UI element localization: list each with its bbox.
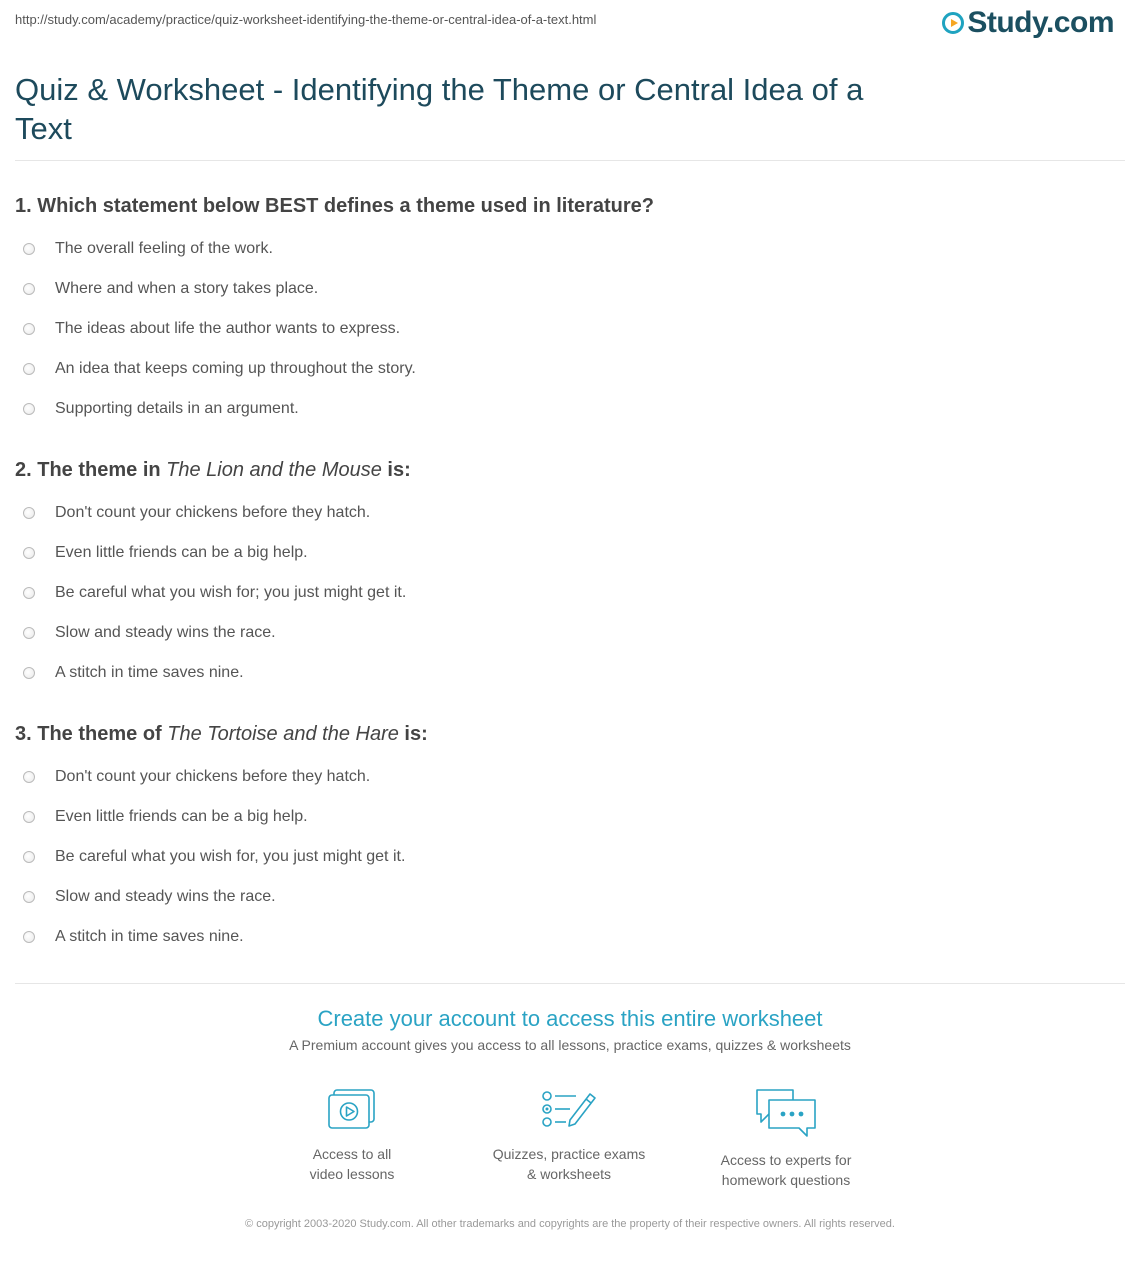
radio-button[interactable] [23,851,35,863]
answer-label: An idea that keeps coming up throughout the story. [55,360,416,377]
answer-label: Where and when a story takes place. [55,280,319,297]
create-account-link[interactable]: Create your account to access this entire worksheet [317,1006,823,1031]
radio-button[interactable] [23,811,35,823]
copyright-notice: © copyright 2003-2020 Study.com. All other trademarks and copyrights are the property of their respective owners. All rights reserved. [245,1218,895,1230]
answer-label: Don't count your chickens before they hatch. [55,768,371,785]
answer-label: Be careful what you wish for, you just might get it. [55,848,406,865]
radio-button[interactable] [23,243,35,255]
expert-chat-icon [753,1088,819,1140]
question-2-text: 2. The theme in The Lion and the Mouse is: [15,459,411,481]
answer-option[interactable] [15,269,1115,309]
answer-label: Even little friends can be a big help. [55,544,308,561]
radio-button[interactable] [23,507,35,519]
radio-button[interactable] [23,931,35,943]
radio-button[interactable] [23,363,35,375]
question-3 [15,719,1115,957]
quiz-checklist-icon [540,1088,598,1134]
premium-description: A Premium account gives you access to all lessons, practice exams, quizzes & worksheets [289,1037,851,1053]
question-1 [15,191,1115,429]
questions-divider [15,983,1125,984]
answer-option[interactable] [15,493,1115,533]
answer-option[interactable] [15,837,1115,877]
study-logo[interactable] [942,6,1114,40]
answer-label: Slow and steady wins the race. [55,624,276,641]
radio-button[interactable] [23,323,35,335]
question-2 [15,455,1115,693]
question-3-options [15,757,1115,957]
feature-label: Quizzes, practice exams & worksheets [492,1146,646,1182]
radio-button[interactable] [23,283,35,295]
page-title: Quiz & Worksheet - Identifying the Theme or Central Idea of a Text [15,72,864,146]
feature-experts [686,1088,886,1190]
answer-label: Be careful what you wish for; you just might get it. [55,584,407,601]
radio-button[interactable] [23,667,35,679]
feature-video-lessons [252,1088,452,1184]
answer-label: Slow and steady wins the race. [55,888,276,905]
answer-option[interactable] [15,349,1115,389]
radio-button[interactable] [23,403,35,415]
answer-option[interactable] [15,917,1115,957]
answer-option[interactable] [15,653,1115,693]
question-3-text: 3. The theme of The Tortoise and the Hare is: [15,723,428,745]
page-url: http://study.com/academy/practice/quiz-worksheet-identifying-the-theme-or-central-idea-of-a-text.html [15,12,597,27]
answer-label: A stitch in time saves nine. [55,664,244,681]
answer-option[interactable] [15,757,1115,797]
study-logo-text: Study.com [967,6,1114,39]
feature-label: Access to experts for homework questions [720,1152,852,1188]
answer-option[interactable] [15,573,1115,613]
question-1-options [15,229,1115,429]
radio-button[interactable] [23,627,35,639]
answer-option[interactable] [15,877,1115,917]
answer-label: The overall feeling of the work. [55,240,273,257]
video-lessons-icon [326,1088,378,1134]
answer-option[interactable] [15,533,1115,573]
radio-button[interactable] [23,771,35,783]
radio-button[interactable] [23,547,35,559]
radio-button[interactable] [23,891,35,903]
question-1-text: 1. Which statement below BEST defines a theme used in literature? [15,195,655,217]
answer-label: The ideas about life the author wants to express. [55,320,401,337]
answer-option[interactable] [15,797,1115,837]
answer-label: Supporting details in an argument. [55,400,299,417]
title-divider [15,160,1125,161]
answer-option[interactable] [15,229,1115,269]
answer-option[interactable] [15,389,1115,429]
work-title: The Lion and the Mouse [166,459,382,481]
answer-option[interactable] [15,309,1115,349]
feature-label: Access to all video lessons [309,1146,395,1182]
feature-quizzes [469,1088,669,1184]
answer-label: Even little friends can be a big help. [55,808,308,825]
work-title: The Tortoise and the Hare [167,723,399,745]
answer-option[interactable] [15,613,1115,653]
radio-button[interactable] [23,587,35,599]
question-2-options [15,493,1115,693]
study-logo-play-icon [942,12,964,34]
answer-label: A stitch in time saves nine. [55,928,244,945]
answer-label: Don't count your chickens before they hatch. [55,504,371,521]
